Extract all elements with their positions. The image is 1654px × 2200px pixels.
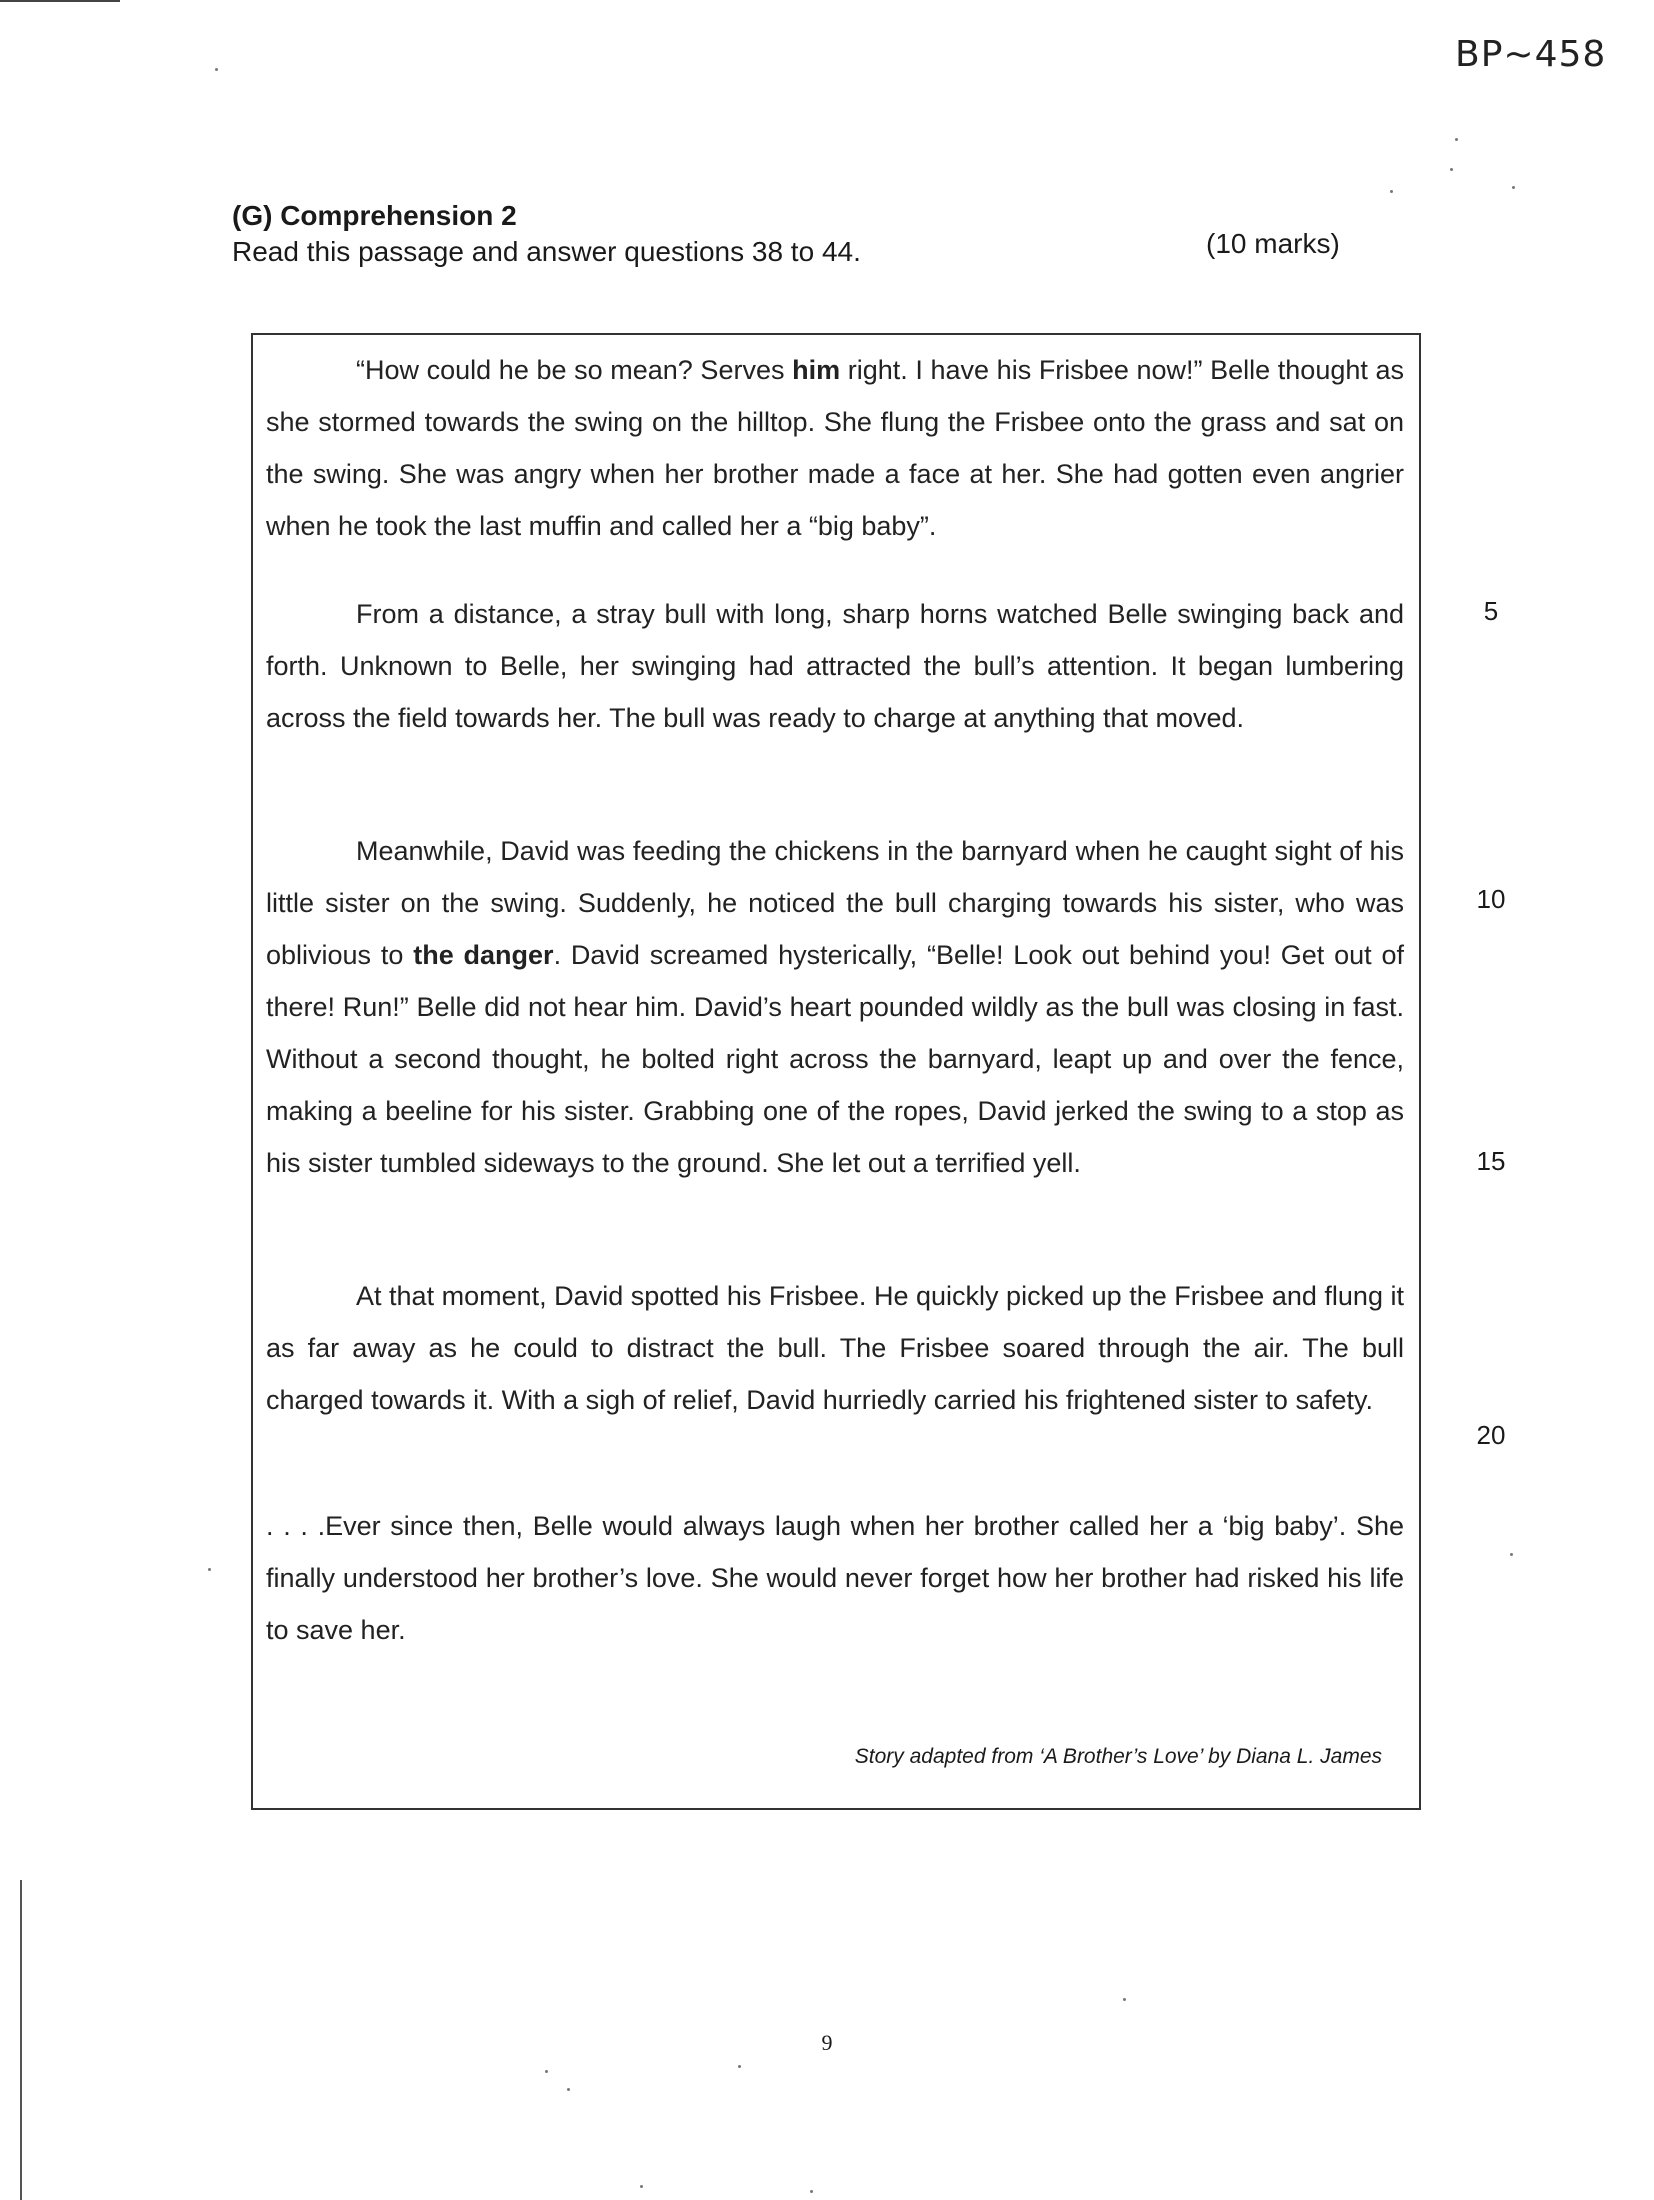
scan-speck [215,68,218,71]
passage-paragraph-2 [266,588,1404,744]
paragraph-text: . . . .Ever since then, Belle would always laugh when her brother called her a ‘big baby’. She finally understood her brother’s love. She would never forget how her brother had risked his life to save her. [266,1511,1404,1645]
bold-text: the danger [413,940,554,970]
line-number-10: 10 [1476,884,1506,914]
line-number-15: 15 [1476,1146,1506,1176]
paper-code: BP~458 [1455,34,1607,75]
scan-speck [1510,1553,1513,1556]
paragraph-text: . David screamed hysterically, “Belle! Look out behind you! Get out of there! Run!” Belle did not hear him. David’s heart pounded wildly as the bull was closing in fast. Without a second thought, he bolted right across the barnyard, leapt up and over the fence, making a beeline for his sister. Grabbing one of the ropes, David jerked the swing to a stop as his sister tumbled sideways to the ground. She let out a terrified yell. [266,940,1404,1178]
scan-speck [545,2070,548,2073]
section-instruction: Read this passage and answer questions 38 to 44. [232,236,861,267]
scan-speck [1390,190,1393,193]
marks-label: (10 marks) [1206,228,1340,259]
passage-paragraph-1 [266,344,1404,552]
scan-speck [567,2088,570,2091]
section-heading: (G) Comprehension 2 [232,200,517,231]
passage-paragraph-5 [266,1500,1404,1656]
line-number-5: 5 [1483,596,1499,626]
scan-speck [1450,168,1453,171]
top-left-rule [0,0,120,2]
scan-speck [1512,186,1515,189]
scan-speck [810,2190,813,2193]
scan-speck [640,2185,643,2188]
scan-speck [738,2065,741,2068]
scan-speck [1455,138,1458,141]
page-number: 9 [821,2030,833,2055]
paragraph-text: From a distance, a stray bull with long, sharp horns watched Belle swinging back and forth. Unknown to Belle, her swinging had attracted the bull’s attention. It began lumbering across the field towards her. The bull was ready to charge at anything that moved. [266,599,1404,733]
scan-speck [208,1568,211,1571]
paragraph-text: “How could he be so mean? Serves [356,355,793,385]
bold-text: him [792,355,841,385]
paragraph-text: Meanwhile, David was feeding the chickens in the barnyard when he caught sight of his little sister on the swing. Suddenly, he noticed the bull charging towards his sister, who was oblivious to [266,836,1404,970]
line-number-20: 20 [1476,1420,1506,1450]
story-attribution: Story adapted from ‘A Brother’s Love’ by Diana L. James [854,1745,1382,1768]
paragraph-text: At that moment, David spotted his Frisbee. He quickly picked up the Frisbee and flung it as far away as he could to distract the bull. The Frisbee soared through the air. The bull charged towards it. With a sigh of relief, David hurriedly carried his frightened sister to safety. [266,1281,1404,1415]
paragraph-text: right. I have his Frisbee now!” Belle thought as she stormed towards the swing on the hilltop. She flung the Frisbee onto the grass and sat on the swing. She was angry when her brother made a face at her. She had gotten even angrier when he took the last muffin and called her a “big baby”. [266,355,1405,541]
passage-paragraph-3 [266,825,1404,1189]
scan-speck [1123,1998,1126,2001]
passage-paragraph-4 [266,1270,1404,1426]
scan-edge-line [20,1880,22,2200]
